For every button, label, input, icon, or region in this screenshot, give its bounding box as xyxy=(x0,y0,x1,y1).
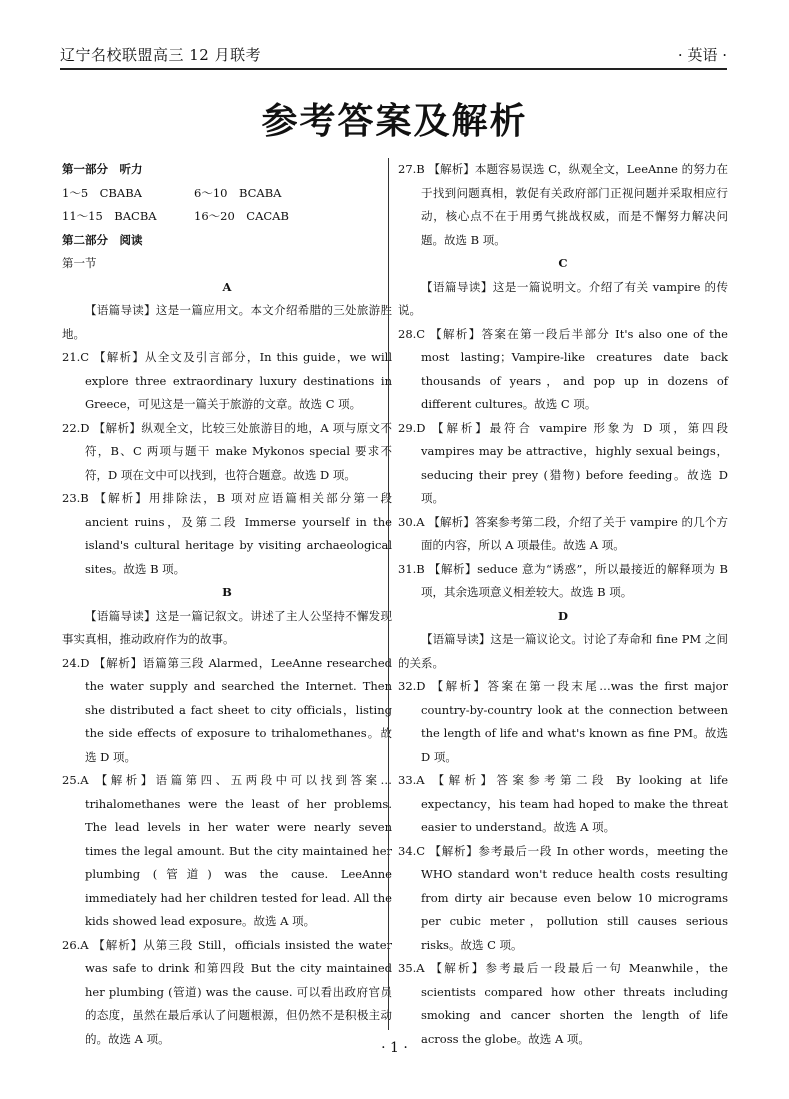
answer-explanation: 29.D 【解析】最符合 vampire 形象为 D 项，第四段 vampires may be attractive，highly sexual beings，seducing their prey (猎物) before feeding。故选 D 项。 xyxy=(398,420,728,505)
answer-explanation: 27.B 【解析】本题容易误选 C，纵观全文，LeeAnne 的努力在于找到问题真相，敦促有关政府部门正视问题并采取相应行动，核心点不在于用勇气挑战权威，而是不懈努力解决问题。故选 B 项。 xyxy=(398,162,728,247)
passage-letter: C xyxy=(558,256,568,270)
answer-explanation: 22.D 【解析】纵观全文，比较三处旅游目的地，A 项与原文不符，B、C 两项与题干 make Mykonos special 要求不符，D 项在文中可以找到，也符合题意。故选 D 项。 xyxy=(62,420,392,482)
page-number: · 1 · xyxy=(381,1040,408,1056)
page-title: 参考答案及解析 xyxy=(261,101,528,142)
answer-explanation: 30.A 【解析】答案参考第二段，介绍了关于 vampire 的几个方面的内容，所以 A 项最佳。故选 A 项。 xyxy=(398,514,728,552)
passage-letter: A xyxy=(222,279,232,294)
answer-explanation: 35.A 【解析】参考最后一段最后一句 Meanwhile，the scientists compared how other threats including smoking and cancer shorten the length of life across the globe。故选 A 项。 xyxy=(398,961,728,1046)
answer-explanation: 23.B 【解析】用排除法，B 项对应语篇相关部分第一段 ancient ruins，及第二段 Immerse yourself in the island's cultural heritage by visiting archaeological sites。故选 B 项。 xyxy=(62,491,392,576)
passage-letter: D xyxy=(558,608,568,623)
section-heading: 第二部分 阅读 xyxy=(62,232,143,247)
answer-key-row xyxy=(62,182,392,206)
answer-explanation: 33.A 【解析】答案参考第二段 By looking at life expectancy，his team had hoped to make the threat easier to understand。故选 A 项。 xyxy=(398,773,728,834)
answer-explanation: 31.B 【解析】seduce 意为“诱惑”，所以最接近的解释项为 B 项，其余选项意义相差较大。故选 B 项。 xyxy=(398,561,728,599)
column-divider xyxy=(388,158,389,1030)
answer-explanation: 32.D 【解析】答案在第一段末尾…was the first major country-by-country look at the connection between the length of life and what's known as fine PM。故选 D 项。 xyxy=(398,679,728,764)
passage-guide: 【语篇导读】这是一篇说明文。介绍了有关 vampire 的传说。 xyxy=(398,279,728,317)
subject-label: · 英语 · xyxy=(677,46,727,64)
right-column xyxy=(398,158,728,1051)
passage-guide: 【语篇导读】这是一篇记叙文。讲述了主人公坚持不懈发现事实真相，推动政府作为的故事。 xyxy=(62,608,392,646)
answer-explanation: 28.C 【解析】答案在第一段后半部分 It's also one of the most lasting；Vampire-like creatures date back thousands of years，and pop up in dozens of different cultures。故选 C 项。 xyxy=(398,326,728,411)
answer-key-group: 16～20 CACAB xyxy=(194,209,289,223)
answer-key-group: 11～15 BACBA xyxy=(62,209,157,223)
left-column xyxy=(62,158,392,1051)
page-header xyxy=(60,40,727,70)
passage-letter: B xyxy=(222,585,232,599)
exam-title: 辽宁名校联盟高三 12 月联考 xyxy=(60,46,262,64)
answer-key-group: 6～10 BCABA xyxy=(194,185,282,200)
answer-explanation: 34.C 【解析】参考最后一段 In other words，meeting the WHO standard won't reduce health costs resulting from dirty air because even below 10 micrograms per cubic meter，pollution still causes serious risks。故选 C 项。 xyxy=(398,843,728,952)
subsection-label: 第一节 xyxy=(62,256,97,270)
answer-explanation: 24.D 【解析】语篇第三段 Alarmed，LeeAnne researched the water supply and searched the Internet. Then she distributed a fact sheet to city officials，listing the side effects of exposure to trihalomethanes。故选 D 项。 xyxy=(62,655,392,764)
answer-key-row xyxy=(62,205,392,229)
answer-key-group: 1～5 CBABA xyxy=(62,185,142,200)
answer-explanation: 21.C 【解析】从全文及引言部分，In this guide，we will explore three extraordinary luxury destinations in Greece，可见这是一篇关于旅游的文章。故选 C 项。 xyxy=(62,350,392,411)
answer-explanation: 25.A 【解析】语篇第四、五两段中可以找到答案…trihalomethanes were the least of her problems. The lead levels in her water were nearly seven times the legal amount. But the city maintained her plumbing (管道) was the cause. LeeAnne immediately had her children tested for lead. All the kids showed lead exposure。故选 A 项。 xyxy=(62,773,392,928)
answer-explanation: 26.A 【解析】从第三段 Still，officials insisted the water was safe to drink 和第四段 But the city maintained her plumbing (管道) was the cause. 可以看出政府官员的态度，虽然在最后承认了问题根源，但仍然不是积极主动的。故选 A 项。 xyxy=(62,937,392,1046)
section-heading: 第一部分 听力 xyxy=(62,162,143,176)
passage-guide: 【语篇导读】这是一篇应用文。本文介绍希腊的三处旅游胜地。 xyxy=(62,303,392,341)
passage-guide: 【语篇导读】这是一篇议论文。讨论了寿命和 fine PM 之间的关系。 xyxy=(398,632,728,670)
